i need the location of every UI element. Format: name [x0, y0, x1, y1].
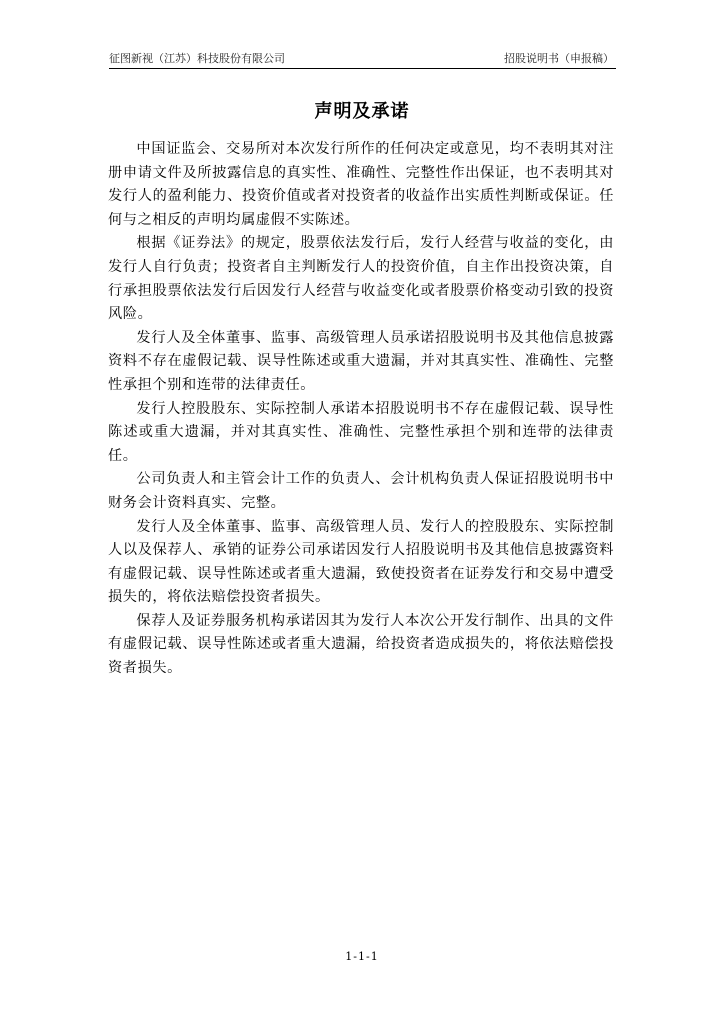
page-number: 1-1-1 — [345, 950, 379, 963]
paragraph-csrc-disclaimer: 中国证监会、交易所对本次发行所作的任何决定或意见，均不表明其对注册申请文件及所披露信息的真实性、准确性、完整性作出保证，也不表明其对发行人的盈利能力、投资价值或者对投资者的收益作出实质性判断或保证。任何与之相反的声明均属虚假不实陈述。 — [108, 141, 614, 228]
page-header — [109, 50, 616, 69]
paragraph-controlling-shareholder: 发行人控股股东、实际控制人承诺本招股说明书不存在虚假记载、误导性陈述或重大遗漏，并对其真实性、准确性、完整性承担个别和连带的法律责任。 — [108, 400, 614, 464]
header-company-name: 征图新视（江苏）科技股份有限公司 — [109, 52, 285, 65]
paragraph-directors-commitment: 发行人及全体董事、监事、高级管理人员承诺招股说明书及其他信息披露资料不存在虚假记载、误导性陈述或重大遗漏，并对其真实性、准确性、完整性承担个别和连带的法律责任。 — [108, 329, 614, 393]
page-title: 声明及承诺 — [314, 101, 410, 122]
paragraph-accounting-guarantee: 公司负责人和主管会计工作的负责人、会计机构负责人保证招股说明书中财务会计资料真实、完整。 — [108, 471, 614, 511]
paragraph-sponsor-commitment: 保荐人及证券服务机构承诺因其为发行人本次公开发行制作、出具的文件有虚假记载、误导性陈述或者重大遗漏，给投资者造成损失的，将依法赔偿投资者损失。 — [108, 612, 614, 677]
statement-body — [108, 138, 614, 681]
header-document-title: 招股说明书（申报稿） — [504, 52, 614, 65]
paragraph-compensation-commitment: 发行人及全体董事、监事、高级管理人员、发行人的控股股东、实际控制人以及保荐人、承销的证券公司承诺因发行人招股说明书及其他信息披露资料有虚假记载、误导性陈述或者重大遗漏，致使投资者在证券发行和交易中遭受损失的，将依法赔偿投资者损失。 — [108, 518, 614, 606]
paragraph-securities-law: 根据《证券法》的规定，股票依法发行后，发行人经营与收益的变化，由发行人自行负责；投资者自主判断发行人的投资价值，自主作出投资决策，自行承担股票依法发行后因发行人经营与收益变化或者股票价格变动引致的投资风险。 — [108, 235, 614, 323]
